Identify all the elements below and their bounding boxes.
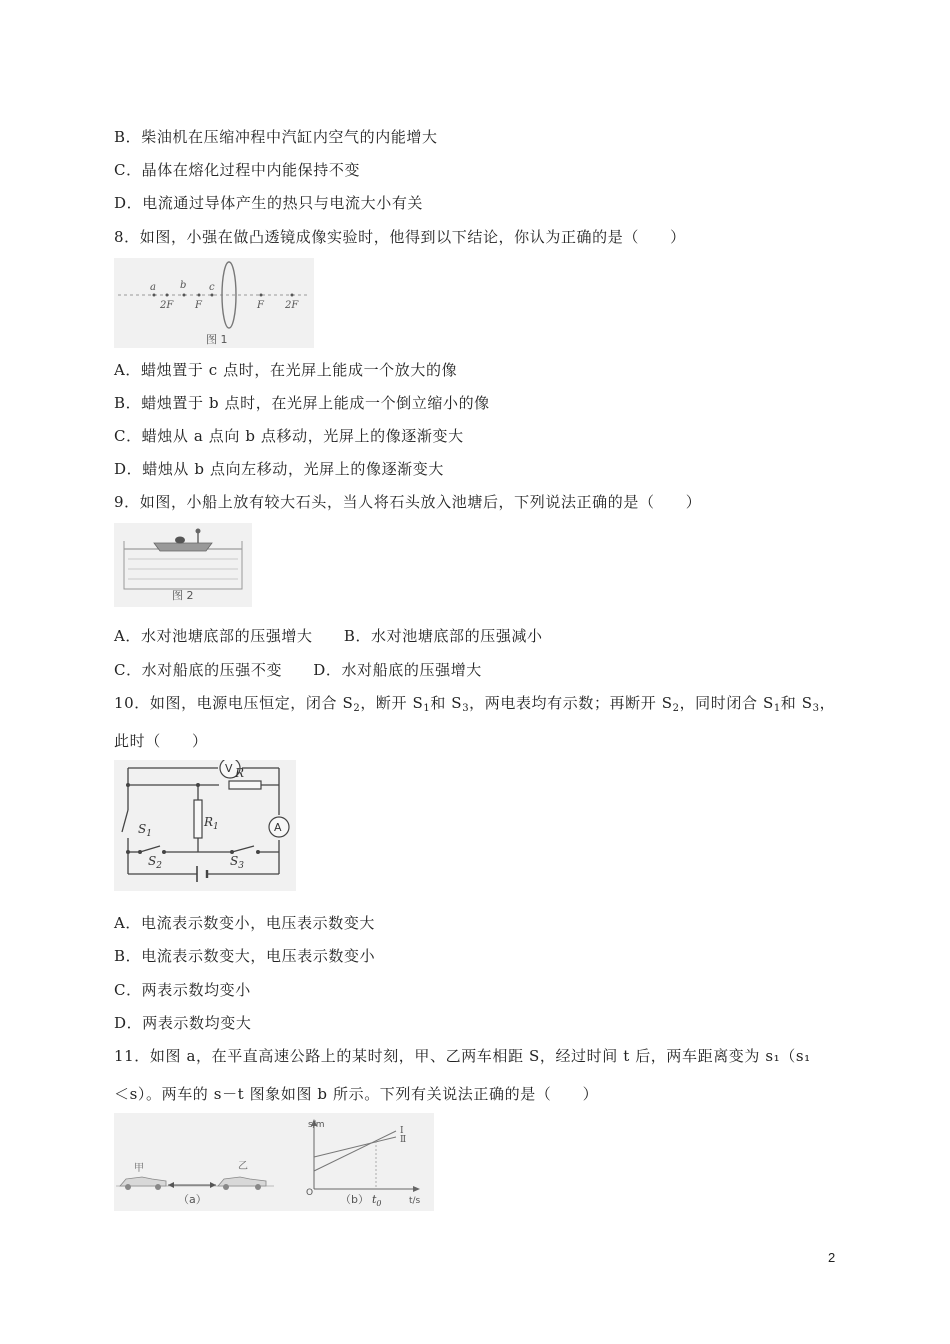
ammeter-label: A	[274, 821, 282, 834]
mark-f-right: F	[257, 300, 264, 311]
q10-circuit-figure	[114, 760, 296, 891]
q10-option-a: A．电流表示数变小，电压表示数变大	[114, 914, 376, 932]
point-a-label: a	[150, 282, 156, 293]
voltmeter-label: V	[225, 762, 233, 775]
q8-stem: 8．如图，小强在做凸透镜成像实验时，他得到以下结论，你认为正确的是（ ）	[114, 228, 686, 246]
person-head	[196, 529, 201, 534]
q11-figure	[114, 1113, 434, 1211]
line-i-label: Ⅰ	[400, 1126, 404, 1136]
stone	[175, 537, 185, 544]
q11-stem-line2: ＜s）。两车的 s－t 图象如图 b 所示。下列有关说法正确的是（ ）	[114, 1085, 599, 1103]
y-axis-label: s/m	[308, 1120, 325, 1130]
q7-option-c: C．晶体在熔化过程中内能保持不变	[114, 161, 361, 179]
q9-boat-figure	[114, 523, 252, 607]
s2-label: $S_2$	[148, 854, 162, 871]
figure-1-caption: 图 1	[206, 333, 228, 346]
q9-stem: 9．如图，小船上放有较大石头，当人将石头放入池塘后，下列说法正确的是（ ）	[114, 493, 702, 511]
boat	[154, 543, 212, 551]
mark-2f-right: 2F	[285, 300, 299, 311]
line-ii-label: Ⅱ	[400, 1135, 407, 1145]
origin-label: O	[306, 1188, 314, 1198]
point-b-label: b	[180, 280, 187, 291]
q10-option-d: D．两表示数均变大	[114, 1014, 252, 1032]
q10-option-b: B．电流表示数变大，电压表示数变小	[114, 947, 376, 965]
mark-f-left: F	[195, 300, 202, 311]
r-label: R	[235, 766, 245, 780]
t0-label: $t_0$	[372, 1193, 382, 1208]
resistor-r1	[194, 800, 202, 838]
point-c-label: c	[209, 282, 215, 293]
car-a-label: 甲	[134, 1163, 144, 1174]
mark-2f-left: 2F	[160, 300, 174, 311]
q7-option-b: B．柴油机在压缩冲程中汽缸内空气的内能增大	[114, 128, 438, 146]
q9-options-ab: A．水对池塘底部的压强增大 B．水对池塘底部的压强减小	[114, 627, 543, 645]
q8-option-c: C．蜡烛从 a 点向 b 点移动，光屏上的像逐渐变大	[114, 427, 464, 445]
q11-stem-line1: 11．如图 a，在平直高速公路上的某时刻，甲、乙两车相距 S，经过时间 t 后，两车距离变为 s₁（s₁	[114, 1047, 811, 1065]
page-number: 2	[828, 1250, 836, 1265]
line-i	[314, 1131, 396, 1171]
line-ii	[314, 1137, 396, 1157]
caption-b: （b）	[340, 1193, 369, 1206]
resistor-r	[229, 781, 261, 789]
car-b-label: 乙	[238, 1161, 248, 1172]
q10-stem-line2: 此时（ ）	[114, 732, 208, 750]
figure-2-caption: 图 2	[172, 589, 194, 602]
s1-label: $S_1$	[138, 822, 152, 839]
q9-options-cd: C．水对船底的压强不变 D．水对船底的压强增大	[114, 661, 482, 679]
q8-option-d: D．蜡烛从 b 点向左移动，光屏上的像逐渐变大	[114, 460, 444, 478]
q7-option-d: D．电流通过导体产生的热只与电流大小有关	[114, 194, 424, 212]
s3-label: $S_3$	[230, 854, 244, 871]
r1-label: $R_1$	[204, 815, 219, 832]
x-axis-label: t/s	[409, 1196, 421, 1206]
q8-option-a: A．蜡烛置于 c 点时，在光屏上能成一个放大的像	[114, 361, 458, 379]
caption-a: （a）	[178, 1193, 207, 1206]
q10-stem-line1: 10．如图，电源电压恒定，闭合 $S_2$，断开 $S_1$和 $S_3$，两电表均有示数；再断开 $S_2$，同时闭合 $S_1$和 $S_3$，	[114, 694, 836, 714]
q10-option-c: C．两表示数均变小	[114, 981, 251, 999]
q8-option-b: B．蜡烛置于 b 点时，在光屏上能成一个倒立缩小的像	[114, 394, 490, 412]
q8-lens-figure	[114, 258, 314, 348]
